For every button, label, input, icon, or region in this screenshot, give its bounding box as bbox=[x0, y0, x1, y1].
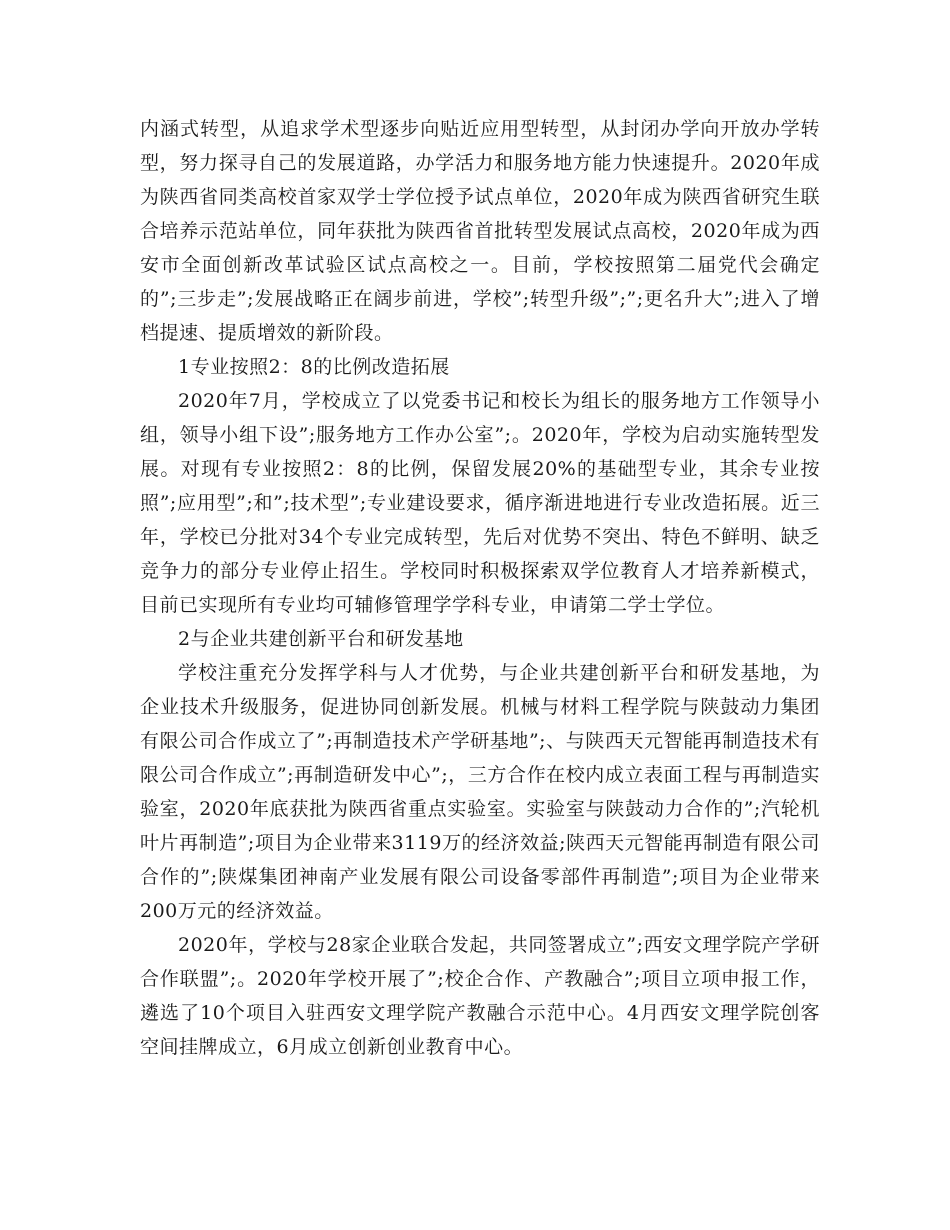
document-body bbox=[140, 112, 820, 1064]
section-heading-2: 2与企业共建创新平台和研发基地 bbox=[178, 628, 464, 650]
paragraph-continuation: 内涵式转型，从追求学术型逐步向贴近应用型转型，从封闭办学向开放办学转型，努力探寻自己的发展道路，办学活力和服务地方能力快速提升。2020年成为陕西省同类高校首家双学士学位授予试点单位，2020年成为陕西省研究生联合培养示范站单位，同年获批为陕西省首批转型发展试点高校，2020年成为西安市全面创新改革试验区试点高校之一。目前，学校按照第二届党代会确定的”;三步走”;发展战略正在阔步前进，学校”;转型升级”;”;更名升大”;进入了增档提速、提质增效的新阶段。 bbox=[140, 118, 820, 344]
paragraph-section-2: 学校注重充分发挥学科与人才优势，与企业共建创新平台和研发基地，为企业技术升级服务，促进协同创新发展。机械与材料工程学院与陕鼓动力集团有限公司合作成立了”;再制造技术产学研基地”;、与陕西天元智能再制造技术有限公司合作成立”;再制造研发中心”;，三方合作在校内成立表面工程与再制造实验室，2020年底获批为陕西省重点实验室。实验室与陕鼓动力合作的”;汽轮机叶片再制造”;项目为企业带来3119万的经济效益;陕西天元智能再制造有限公司合作的”;陕煤集团神南产业发展有限公司设备零部件再制造”;项目为企业带来200万元的经济效益。 bbox=[140, 662, 820, 922]
section-heading-1: 1专业按照2：8的比例改造拓展 bbox=[178, 356, 450, 378]
paragraph-alliance: 2020年，学校与28家企业联合发起，共同签署成立”;西安文理学院产学研合作联盟”;。2020年学校开展了”;校企合作、产教融合”;项目立项申报工作，遴选了10个项目入驻西安文理学院产教融合示范中心。4月西安文理学院创客空间挂牌成立，6月成立创新创业教育中心。 bbox=[140, 934, 820, 1058]
paragraph-section-1: 2020年7月，学校成立了以党委书记和校长为组长的服务地方工作领导小组，领导小组下设”;服务地方工作办公室”;。2020年，学校为启动实施转型发展。对现有专业按照2：8的比例，保留发展20%的基础型专业，其余专业按照”;应用型”;和”;技术型”;专业建设要求，循序渐进地进行专业改造拓展。近三年，学校已分批对34个专业完成转型，先后对优势不突出、特色不鲜明、缺乏竞争力的部分专业停止招生。学校同时积极探索双学位教育人才培养新模式，目前已实现所有专业均可辅修管理学学科专业，申请第二学士学位。 bbox=[140, 390, 820, 616]
